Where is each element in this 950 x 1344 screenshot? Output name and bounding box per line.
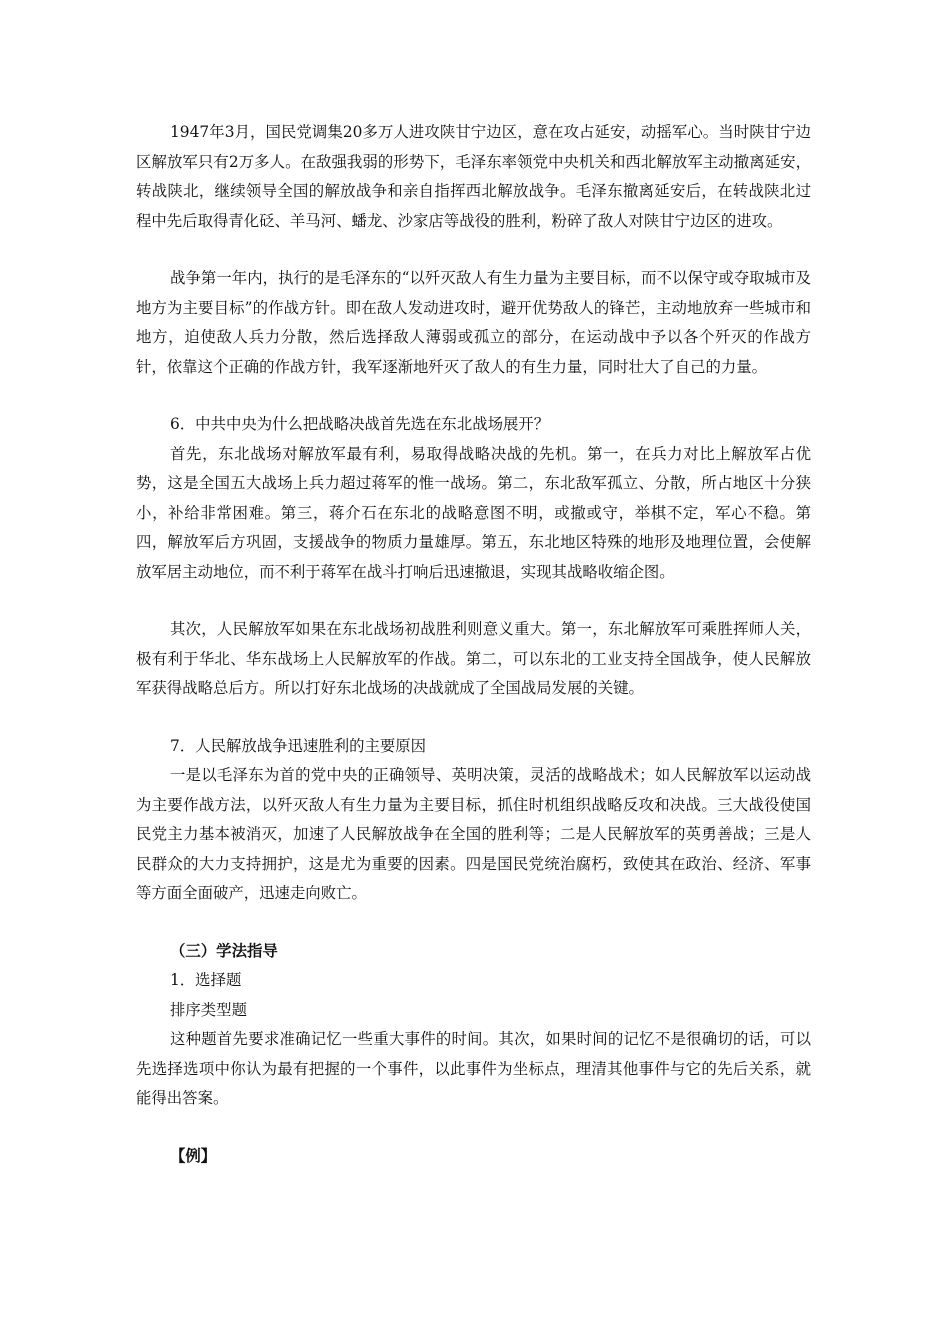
subheading-ordering-questions: 排序类型题	[170, 1000, 247, 1019]
paragraph-ordering-method: 这种题首先要求准确记忆一些重大事件的时间。其次，如果时间的记忆不是很确切的话，可以先选择选项中你认为最有把握的一个事件，以此事件为坐标点，理清其他事件与它的先后关系，就能得出答案。	[136, 1030, 811, 1107]
question-7-heading: 7．人民解放战争迅速胜利的主要原因	[170, 736, 427, 755]
paragraph-victory-reasons: 一是以毛泽东为首的党中央的正确领导、英明决策，灵活的战略战术；如人民解放军以运动战为主要作战方法，以歼灭敌人有生力量为主要目标，抓住时机组织战略反攻和决战。三大战役使国民党主力基本被消灭，加速了人民解放战争在全国的胜利等；二是人民解放军的英勇善战；三是人民群众的大力支持拥护，这是尤为重要的因素。四是国民党统治腐朽，致使其在政治、经济、军事等方面全面破产，迅速走向败亡。	[136, 766, 811, 902]
paragraph-first-year-strategy: 战争第一年内，执行的是毛泽东的“以歼灭敌人有生力量为主要目标，而不以保守或夺取城市及地方为主要目标”的作战方针。即在敌人发动进攻时，避开优势敌人的锋芒，主动地放弃一些城市和地方，迫使敌人兵力分散，然后选择敌人薄弱或孤立的部分，在运动战中予以各个歼灭的作战方针，依靠这个正确的作战方针，我军逐渐地歼灭了敌人的有生力量，同时壮大了自己的力量。	[136, 269, 811, 376]
item-multiple-choice-heading: 1．选择题	[170, 971, 242, 989]
section-study-guide-heading: （三）学法指导	[170, 941, 278, 960]
paragraph-northeast-significance: 其次，人民解放军如果在东北战场初战胜利则意义重大。第一，东北解放军可乘胜挥师人关，极有利于华北、华东战场上人民解放军的作战。第二，可以东北的工业支持全国战争，使人民解放军获得战略总后方。所以打好东北战场的决战就成了全国战局发展的关键。	[136, 620, 811, 697]
document-body	[136, 118, 811, 1171]
question-6-heading: 6．中共中央为什么把战略决战首先选在东北战场展开？	[170, 415, 550, 433]
example-label: 【例】	[170, 1146, 217, 1165]
paragraph-northeast-advantage: 首先，东北战场对解放军最有利，易取得战略决战的先机。第一，在兵力对比上解放军占优势，这是全国五大战场上兵力超过蒋军的惟一战场。第二，东北敌军孤立、分散，所占地区十分狭小，补给非常困难。第三，蒋介石在东北的战略意图不明，或撤或守，举棋不定，军心不稳。第四，解放军后方巩固，支援战争的物质力量雄厚。第五，东北地区特殊的地形及地理位置，会使解放军居主动地位，而不利于蒋军在战斗打响后迅速撤退，实现其战略收缩企图。	[136, 444, 811, 581]
paragraph-northwest-campaign: 1947年3月，国民党调集20多万人进攻陕甘宁边区，意在攻占延安，动摇军心。当时陕甘宁边区解放军只有2万多人。在敌强我弱的形势下，毛泽东率领党中央机关和西北解放军主动撤离延安，转战陕北，继续领导全国的解放战争和亲自指挥西北解放战争。毛泽东撤离延安后，在转战陕北过程中先后取得青化砭、羊马河、蟠龙、沙家店等战役的胜利，粉碎了敌人对陕甘宁边区的进攻。	[136, 123, 811, 230]
